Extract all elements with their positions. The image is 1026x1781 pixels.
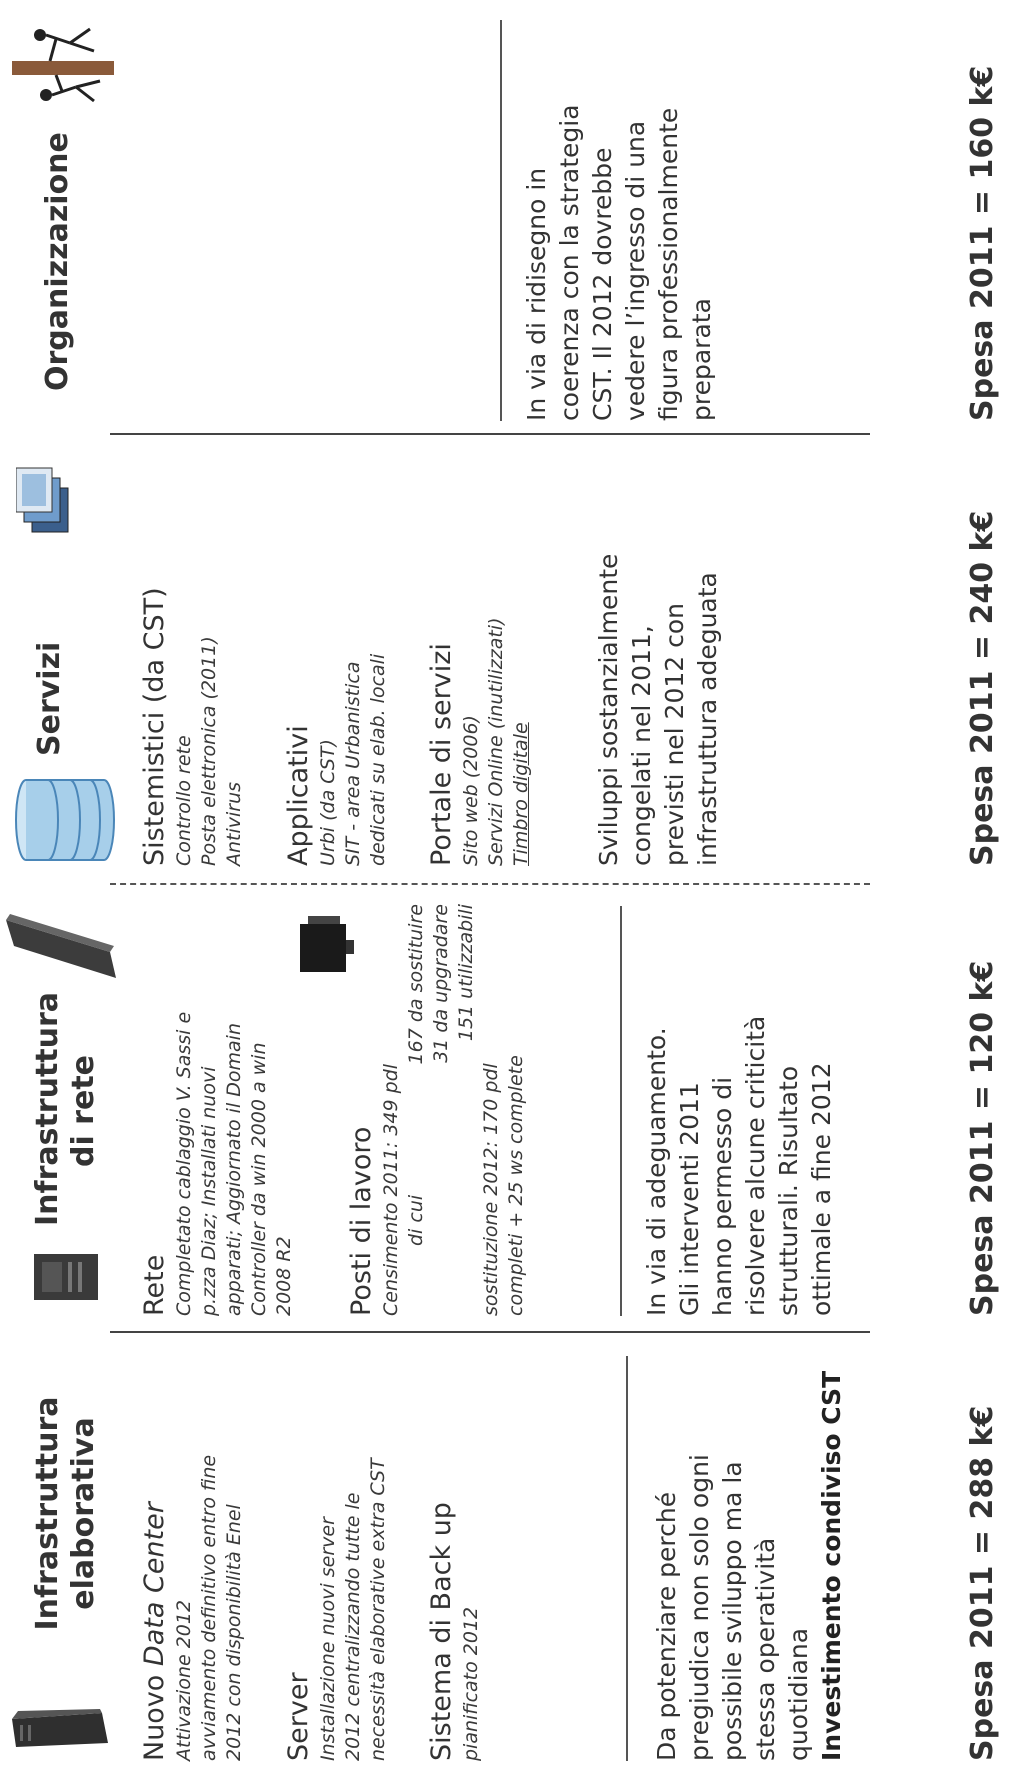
- spesa-total: Spesa 2011 = 288 k€: [965, 1405, 1000, 1761]
- windows-stack-icon: [16, 466, 86, 536]
- section-applicativi: [282, 455, 391, 866]
- server-tower-icon: [10, 1707, 110, 1753]
- pdl-breakdown: [404, 900, 479, 1316]
- router-icon: [28, 1246, 106, 1306]
- breakdown-item: 151 utilizzabili: [455, 904, 477, 1042]
- section-title: Sistema di Back up: [426, 1502, 457, 1761]
- section-line: avviamento definitivo entro fine: [198, 1454, 220, 1761]
- section-line: pianificato 2012: [460, 1606, 482, 1761]
- section-title: Applicativi: [283, 725, 314, 866]
- section-line: Controller da win 2000 a win: [248, 1042, 270, 1316]
- column-header: [10, 0, 120, 441]
- assessment-line: preparata: [687, 298, 716, 421]
- section-line: Installazione nuovi server: [317, 1517, 339, 1761]
- divider: [500, 20, 502, 421]
- section-line: 2012 con disponibilità Enel: [223, 1504, 245, 1761]
- section-line: Timbro digitale: [510, 722, 532, 866]
- breakdown-item: 167 da sostituire: [405, 904, 427, 1065]
- section-title: Sistemistici (da CST): [139, 587, 170, 866]
- assessment-line: ottimale a fine 2012: [807, 1062, 836, 1316]
- section-line: SIT - area Urbanistica: [342, 661, 364, 866]
- column-header: [10, 441, 120, 886]
- assessment-line: figura professionalmente: [654, 107, 683, 421]
- assessment-line: Gli interventi 2011: [675, 1082, 704, 1316]
- section-portale: [425, 455, 534, 866]
- assessment-line: risolvere alcune criticità: [741, 1015, 770, 1316]
- section-line: Completato cablaggio V. Sassi e: [173, 1011, 195, 1316]
- section-line: dedicati su elab. locali: [367, 653, 389, 866]
- column-infrastruttura-di-rete: [0, 886, 1026, 1336]
- section-line: 2012 centralizzando tutte le: [342, 1492, 364, 1761]
- divider: [626, 1356, 628, 1761]
- section-line: necessità elaborative extra CST: [367, 1458, 389, 1761]
- assessment-line: Da potenziare perché: [652, 1491, 681, 1761]
- spesa-total: Spesa 2011 = 240 k€: [965, 510, 1000, 866]
- assessment-line: strutturali. Risultato: [774, 1065, 803, 1316]
- section-line: 2008 R2: [273, 1236, 295, 1316]
- section-posti-di-lavoro: [345, 900, 529, 1316]
- assessment-line: CST. Il 2012 dovrebbe: [588, 147, 617, 421]
- section-data-center: [138, 1350, 247, 1761]
- assessment-line: stessa operatività: [751, 1537, 780, 1761]
- section-line: Controllo rete: [173, 735, 195, 866]
- assessment-line: In via di adeguamento.: [642, 1027, 671, 1316]
- section-backup: [425, 1350, 484, 1761]
- section-line: Antivirus: [223, 781, 245, 866]
- section-rete: [138, 900, 297, 1316]
- section-line: Sito web (2006): [460, 715, 482, 866]
- column-header: [10, 886, 120, 1336]
- spesa-total: Spesa 2011 = 160 k€: [965, 65, 1000, 421]
- spesa-total: Spesa 2011 = 120 k€: [965, 960, 1000, 1316]
- section-title: Rete: [139, 1254, 170, 1316]
- assessment-line: pregiudica non solo ogni: [685, 1454, 714, 1761]
- assessment-line: infrastruttura adeguata: [693, 572, 722, 866]
- assessment: [592, 455, 724, 866]
- section-line: Attivazione 2012: [173, 1599, 195, 1761]
- column-servizi: [0, 441, 1026, 886]
- column-title: Infrastruttura elaborativa: [30, 1396, 101, 1631]
- column-title: Infrastruttura di rete: [30, 991, 101, 1226]
- assessment-line: Sviluppi sostanzialmente: [594, 553, 623, 866]
- column-title: Servizi: [32, 641, 67, 756]
- section-title: Server: [283, 1672, 314, 1761]
- section-line: Posta elettronica (2011): [198, 636, 220, 866]
- breakdown-prefix: di cui: [405, 1194, 427, 1246]
- section-line: sostituzione 2012: 170 pdl: [480, 1063, 502, 1316]
- section-line: Urbi (da CST): [317, 739, 339, 866]
- section-title: Posti di lavoro: [346, 1126, 377, 1316]
- section-title: Nuovo Data Center: [139, 1502, 170, 1761]
- section-line: completi + 25 ws complete: [505, 1055, 527, 1316]
- assessment-line: coerenza con la strategia: [555, 104, 584, 421]
- assessment-line: vedere l’ingresso di una: [621, 120, 650, 421]
- assessment-line: In via di ridisegno in: [522, 167, 551, 421]
- assessment: [650, 1350, 848, 1761]
- assessment-line: previsti nel 2012 con: [660, 602, 689, 866]
- section-line: apparati; Aggiornato il Domain: [223, 1023, 245, 1316]
- section-line: Censimento 2011: 349 pdl: [380, 1063, 402, 1316]
- assessment: [520, 14, 718, 421]
- divider: [620, 906, 622, 1316]
- section-sistemistici: [138, 455, 247, 866]
- switch-icon: [6, 906, 118, 986]
- section-line: Servizi Online (inutilizzati): [485, 617, 507, 866]
- database-icon: [12, 772, 120, 868]
- section-line: p.zza Diaz; Installati nuovi: [198, 1066, 220, 1316]
- section-server: [282, 1350, 391, 1761]
- assessment: [640, 900, 838, 1316]
- column-infrastruttura-elaborativa: [0, 1336, 1026, 1781]
- assessment-line: possibile sviluppo ma la: [718, 1461, 747, 1761]
- assessment-line: hanno permesso di: [708, 1076, 737, 1316]
- breakdown-item: 31 da upgradare: [430, 904, 452, 1063]
- people-pushing-pole-icon: [10, 11, 120, 121]
- column-header: [10, 1336, 120, 1781]
- column-title: Organizzazione: [40, 132, 75, 391]
- assessment-highlight: Investimento condiviso CST: [817, 1370, 846, 1761]
- section-title: Portale di servizi: [426, 643, 457, 866]
- assessment-line: quotidiana: [784, 1627, 813, 1761]
- assessment-line: congelati nel 2011,: [627, 625, 656, 866]
- column-organizzazione: [0, 0, 1026, 441]
